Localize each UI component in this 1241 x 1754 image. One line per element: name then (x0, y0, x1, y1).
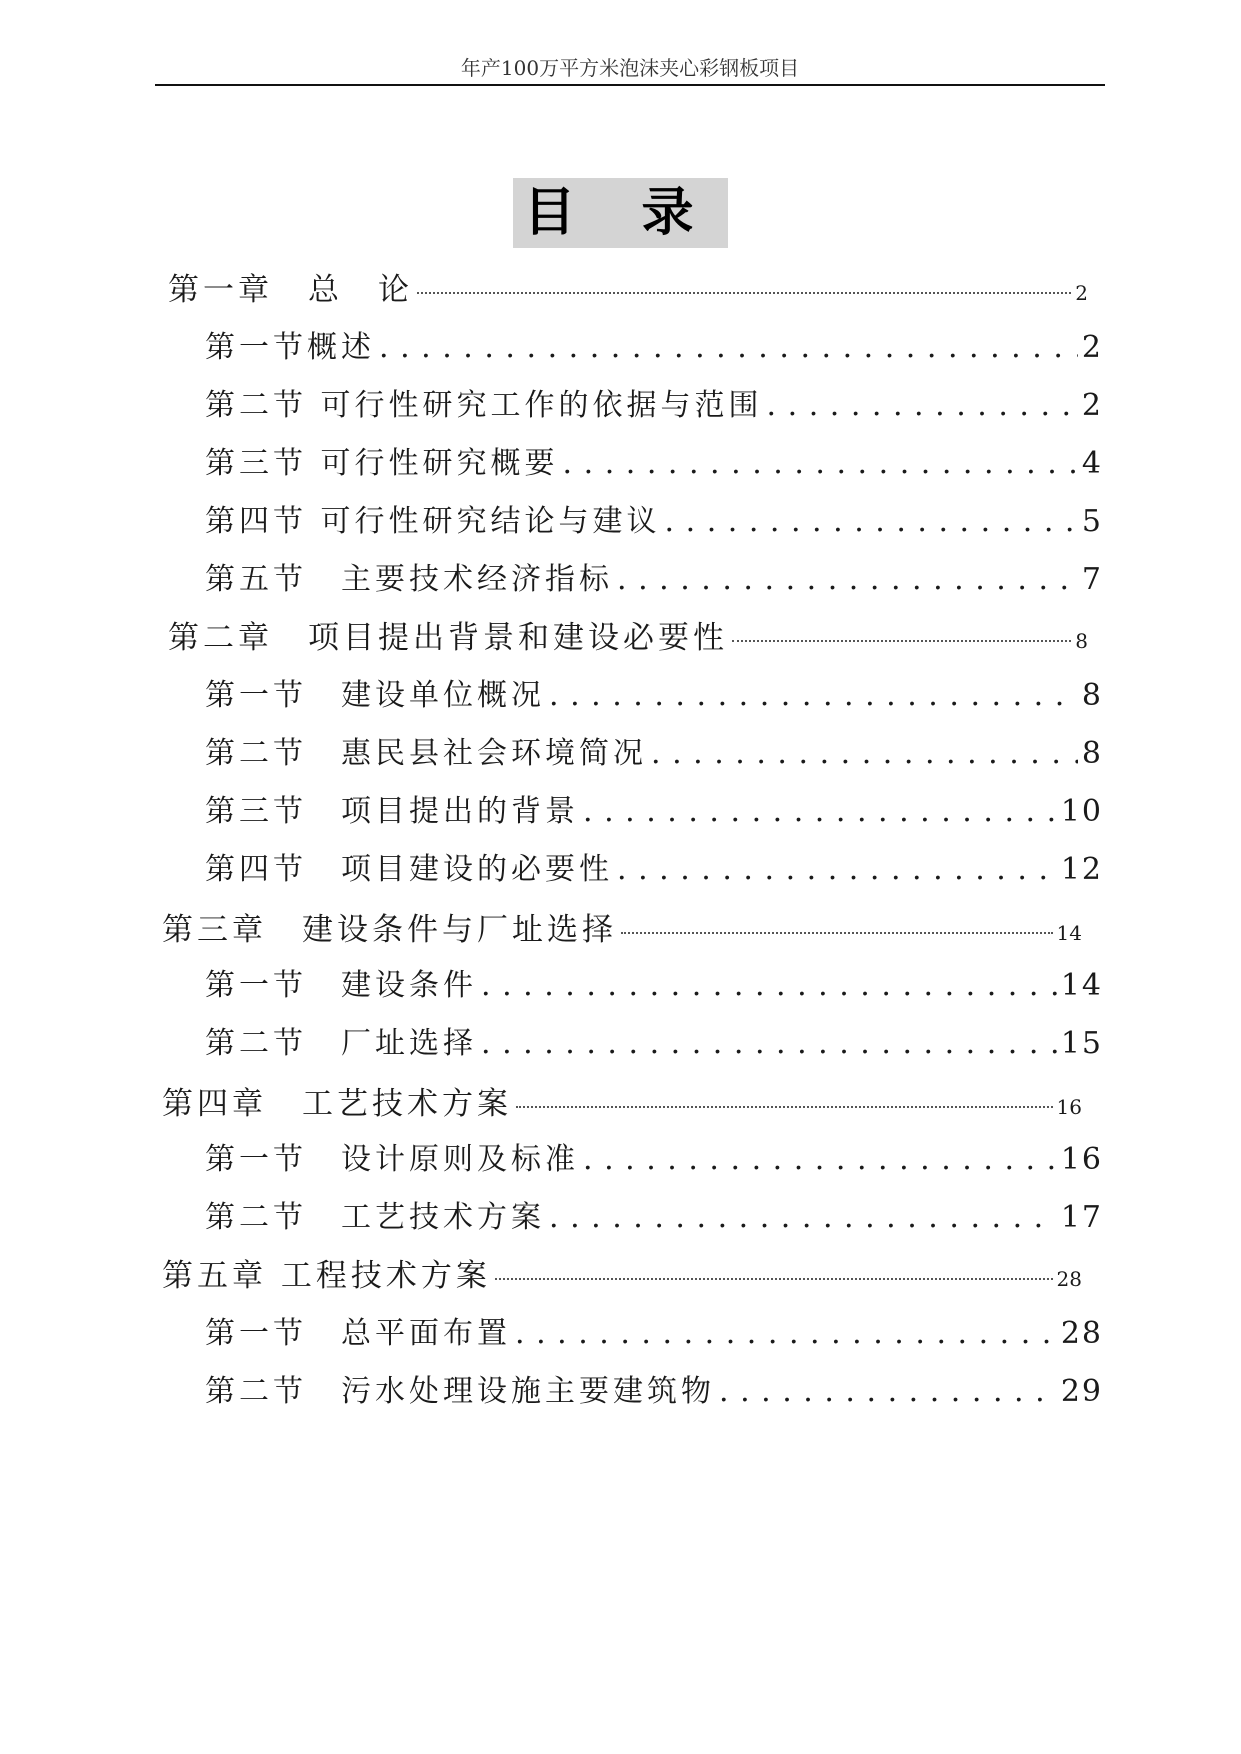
toc-entry-section[interactable] (205, 844, 1103, 888)
dot-leader (516, 1106, 1053, 1108)
toc-entry-page: 16 (1060, 1142, 1103, 1177)
dot-leader (481, 1026, 1057, 1061)
dot-leader (583, 794, 1057, 829)
toc-entry-page: 14 (1056, 921, 1082, 945)
toc-entry-chapter-5[interactable] (162, 1250, 1082, 1295)
toc-entry-label: 第五节 主要技术经济指标 (205, 562, 613, 597)
dot-leader (617, 852, 1057, 887)
toc-entry-label: 第三节 可行性研究概要 (205, 446, 559, 481)
dot-leader (379, 330, 1078, 365)
toc-title-wrap (0, 178, 1241, 248)
toc-entry-page: 14 (1060, 968, 1103, 1003)
toc-entry-label: 第五章 工程技术方案 (162, 1258, 491, 1294)
toc-entry-section[interactable] (205, 496, 1103, 540)
toc-entry-page: 8 (1081, 678, 1103, 713)
toc-entry-label: 第一节 建设单位概况 (205, 678, 545, 713)
toc-entry-label: 第二节 厂址选择 (205, 1026, 477, 1061)
dot-leader (719, 1374, 1057, 1409)
dot-leader (549, 1200, 1057, 1235)
toc-entry-page: 4 (1081, 446, 1103, 481)
toc-entry-chapter-1[interactable] (168, 264, 1088, 309)
toc-entry-page: 8 (1081, 736, 1103, 771)
toc-entry-section[interactable] (205, 670, 1103, 714)
toc-entry-page: 16 (1056, 1095, 1082, 1119)
toc-entry-section[interactable] (205, 960, 1103, 1004)
dot-leader (563, 446, 1078, 481)
toc-title: 目 录 (513, 178, 727, 248)
toc-entry-page: 28 (1060, 1316, 1103, 1351)
toc-entry-page: 28 (1056, 1267, 1082, 1291)
toc-entry-page: 2 (1081, 388, 1103, 423)
toc-entry-section[interactable] (205, 1192, 1103, 1236)
dot-leader (549, 678, 1078, 713)
toc-entry-label: 第一节 总平面布置 (205, 1316, 511, 1351)
toc-entry-label: 第一章 总 论 (168, 272, 413, 308)
dot-leader (417, 292, 1071, 294)
toc-entry-section[interactable] (205, 438, 1103, 482)
dot-leader (651, 736, 1078, 771)
dot-leader (481, 968, 1057, 1003)
toc-entry-label: 第二章 项目提出背景和建设必要性 (168, 620, 728, 656)
toc-entry-label: 第二节 工艺技术方案 (205, 1200, 545, 1235)
toc-entry-label: 第二节 可行性研究工作的依据与范围 (205, 388, 763, 423)
toc-entry-section[interactable] (205, 554, 1103, 598)
running-header: 年产100万平方米泡沫夹心彩钢板项目 (460, 56, 800, 80)
toc-entry-label: 第四节 可行性研究结论与建议 (205, 504, 661, 539)
dot-leader (617, 562, 1078, 597)
toc-entry-label: 第二节 惠民县社会环境简况 (205, 736, 647, 771)
toc-entry-label: 第一节 建设条件 (205, 968, 477, 1003)
toc-entry-label: 第三章 建设条件与厂址选择 (162, 912, 617, 948)
toc-entry-label: 第三节 项目提出的背景 (205, 794, 579, 829)
dot-leader (665, 504, 1078, 539)
toc-entry-page: 2 (1075, 281, 1088, 305)
toc-entry-section[interactable] (205, 786, 1103, 830)
dot-leader (495, 1278, 1053, 1280)
toc-entry-section[interactable] (205, 1366, 1103, 1410)
toc-entry-label: 第二节 污水处理设施主要建筑物 (205, 1374, 715, 1409)
dot-leader (767, 388, 1078, 423)
toc-entry-page: 10 (1060, 794, 1103, 829)
dot-leader (515, 1316, 1057, 1351)
toc-entry-label: 第四章 工艺技术方案 (162, 1086, 512, 1122)
toc-entry-page: 15 (1060, 1026, 1103, 1061)
toc-entry-page: 2 (1081, 330, 1103, 365)
toc-entry-section[interactable] (205, 728, 1103, 772)
toc-entry-section[interactable] (205, 1018, 1103, 1062)
toc-entry-page: 7 (1081, 562, 1103, 597)
dot-leader (621, 932, 1053, 934)
toc-entry-section[interactable] (205, 380, 1103, 424)
toc-entry-page: 17 (1060, 1200, 1103, 1235)
toc-entry-section[interactable] (205, 322, 1103, 366)
toc-entry-chapter-3[interactable] (162, 904, 1082, 949)
toc-entry-chapter-2[interactable] (168, 612, 1088, 657)
dot-leader (732, 640, 1071, 642)
toc-entry-section[interactable] (205, 1308, 1103, 1352)
toc-entry-label: 第一节概述 (205, 330, 375, 365)
toc-entry-label: 第一节 设计原则及标准 (205, 1142, 579, 1177)
toc-entry-page: 5 (1081, 504, 1103, 539)
dot-leader (583, 1142, 1057, 1177)
toc-entry-label: 第四节 项目建设的必要性 (205, 852, 613, 887)
header-rule (155, 84, 1105, 86)
toc-entry-chapter-4[interactable] (162, 1078, 1082, 1123)
toc-entry-page: 12 (1060, 852, 1103, 887)
toc-entry-page: 29 (1060, 1374, 1103, 1409)
toc-entry-section[interactable] (205, 1134, 1103, 1178)
toc-entry-page: 8 (1075, 629, 1088, 653)
